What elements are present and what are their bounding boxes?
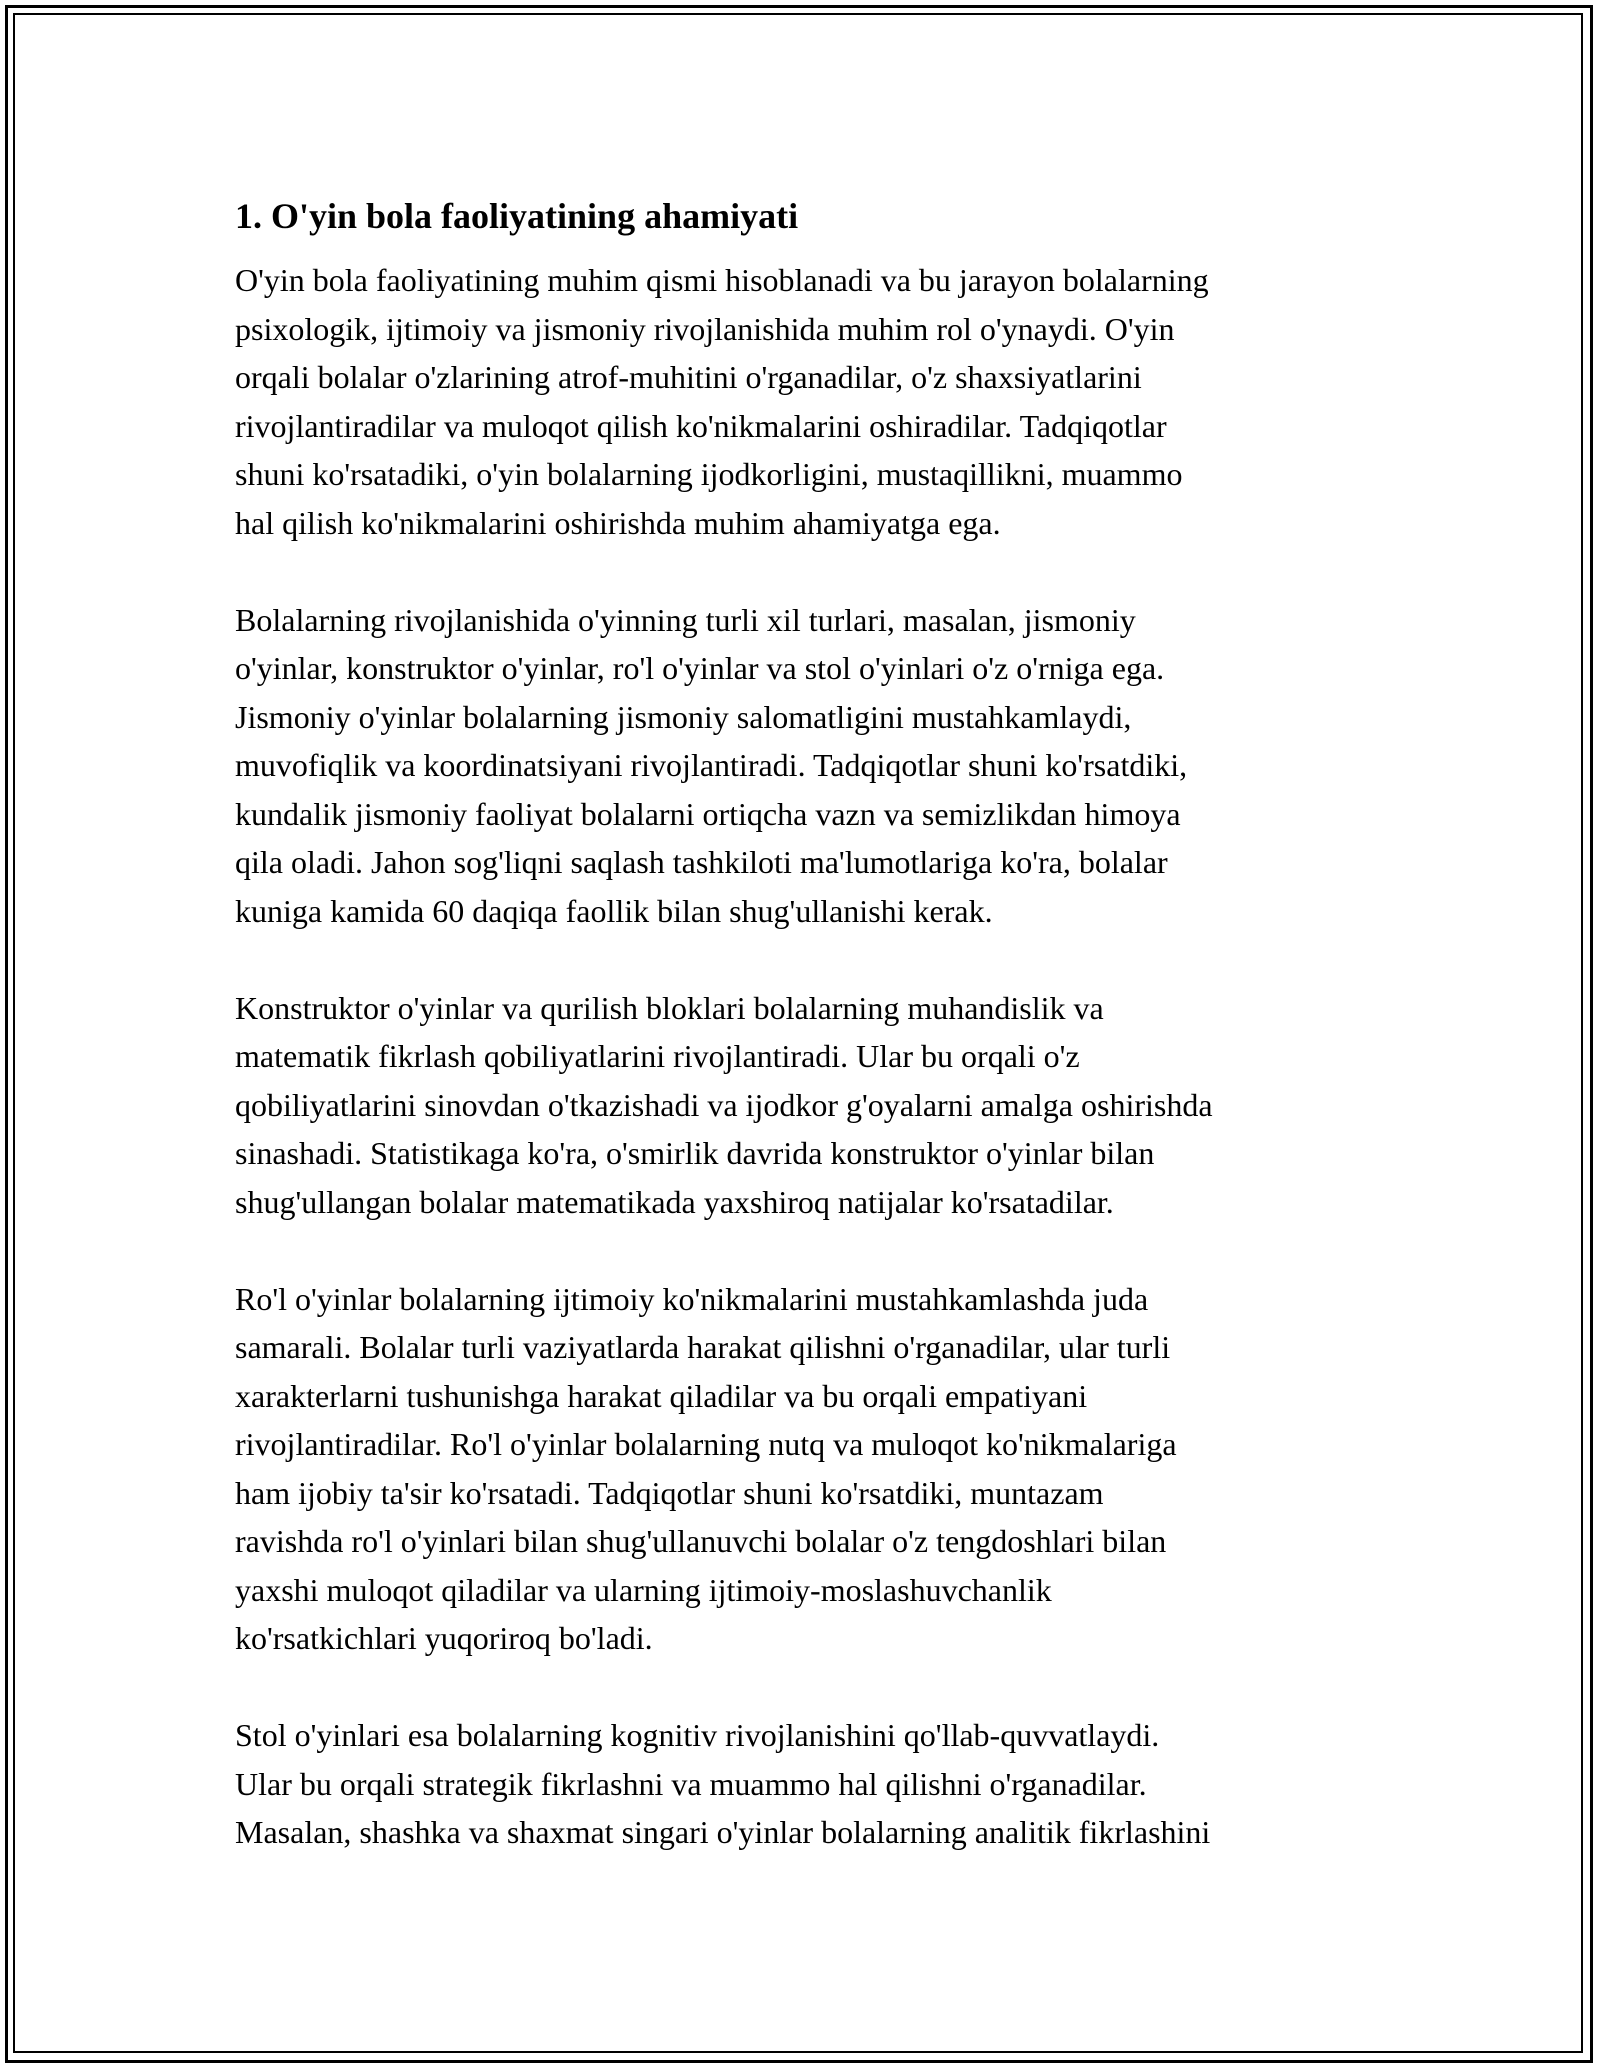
text-line: ravishda ro'l o'yinlari bilan shug'ullanuvchi bolalar o'z tengdoshlari bilan: [235, 1523, 1167, 1559]
text-line: Ro'l o'yinlar bolalarning ijtimoiy ko'nikmalarini mustahkamlashda juda: [235, 1280, 1149, 1317]
text-line: kundalik jismoniy faoliyat bolalarni ortiqcha vazn va semizlikdan himoya: [235, 795, 1181, 832]
text-line: matematik fikrlash qobiliyatlarini rivojlantiradi. Ular bu orqali o'z: [235, 1038, 1080, 1074]
text-line: qobiliyatlarini sinovdan o'tkazishadi va ijodkor g'oyalarni amalga oshirishda: [235, 1086, 1213, 1123]
paragraph-role-play: [235, 1275, 1365, 1663]
text-line: psixologik, ijtimoiy va jismoniy rivojlanishida muhim rol o'ynaydi. O'yin: [235, 310, 1175, 347]
text-line: shuni ko'rsatadiki, o'yin bolalarning ijodkorligini, mustaqillikni, muammo: [235, 456, 1183, 492]
text-line: qila oladi. Jahon sog'liqni saqlash tashkiloti ma'lumotlariga ko'ra, bolalar: [235, 844, 1168, 880]
text-line: O'yin bola faoliyatining muhim qismi hisoblanadi va bu jarayon bolalarning: [235, 262, 1209, 298]
paragraph-types-of-play: [235, 596, 1365, 936]
text-line: Ular bu orqali strategik fikrlashni va muammo hal qilishni o'rganadilar.: [235, 1765, 1147, 1802]
text-line: Jismoniy o'yinlar bolalarning jismoniy salomatligini mustahkamlaydi,: [235, 698, 1132, 735]
text-line: rivojlantiradilar va muloqot qilish ko'nikmalarini oshiradilar. Tadqiqotlar: [235, 407, 1167, 444]
text-line: orqali bolalar o'zlarining atrof-muhitini o'rganadilar, o'z shaxsiyatlarini: [235, 359, 1142, 395]
text-line: xarakterlarni tushunishga harakat qiladilar va bu orqali empatiyani: [235, 1377, 1088, 1414]
text-line: kuniga kamida 60 daqiqa faollik bilan shug'ullanishi kerak.: [235, 892, 993, 929]
paragraph-construction-play: [235, 984, 1365, 1227]
text-line: Masalan, shashka va shaxmat singari o'yinlar bolalarning analitik fikrlashini: [235, 1814, 1211, 1850]
text-line: yaxshi muloqot qiladilar va ularning ijtimoiy-moslashuvchanlik: [235, 1571, 1052, 1608]
text-line: shug'ullangan bolalar matematikada yaxshiroq natijalar ko'rsatadilar.: [235, 1183, 1114, 1220]
text-line: Stol o'yinlari esa bolalarning kognitiv rivojlanishini qo'llab-quvvatlaydi.: [235, 1717, 1160, 1753]
paragraph-importance-of-play: [235, 256, 1365, 547]
document-body: [235, 186, 1365, 1857]
text-line: muvofiqlik va koordinatsiyani rivojlantiradi. Tadqiqotlar shuni ko'rsatdiki,: [235, 747, 1188, 783]
text-line: sinashadi. Statistikaga ko'ra, o'smirlik davrida konstruktor o'yinlar bilan: [235, 1135, 1155, 1171]
text-line: rivojlantiradilar. Ro'l o'yinlar bolalarning nutq va muloqot ko'nikmalariga: [235, 1426, 1177, 1462]
text-line: Bolalarning rivojlanishida o'yinning turli xil turlari, masalan, jismoniy: [235, 601, 1136, 638]
text-line: ham ijobiy ta'sir ko'rsatadi. Tadqiqotlar shuni ko'rsatdiki, muntazam: [235, 1474, 1104, 1511]
text-line: hal qilish ko'nikmalarini oshirishda muhim ahamiyatga ega.: [235, 504, 1001, 541]
text-line: ko'rsatkichlari yuqoriroq bo'ladi.: [235, 1620, 653, 1656]
paragraph-board-games: [235, 1711, 1365, 1857]
section-heading: 1. O'yin bola faoliyatining ahamiyati: [235, 196, 799, 236]
text-line: o'yinlar, konstruktor o'yinlar, ro'l o'yinlar va stol o'yinlari o'z o'rniga ega.: [235, 650, 1165, 686]
text-line: Konstruktor o'yinlar va qurilish bloklari bolalarning muhandislik va: [235, 989, 1104, 1026]
text-line: samarali. Bolalar turli vaziyatlarda harakat qilishni o'rganadilar, ular turli: [235, 1329, 1171, 1365]
